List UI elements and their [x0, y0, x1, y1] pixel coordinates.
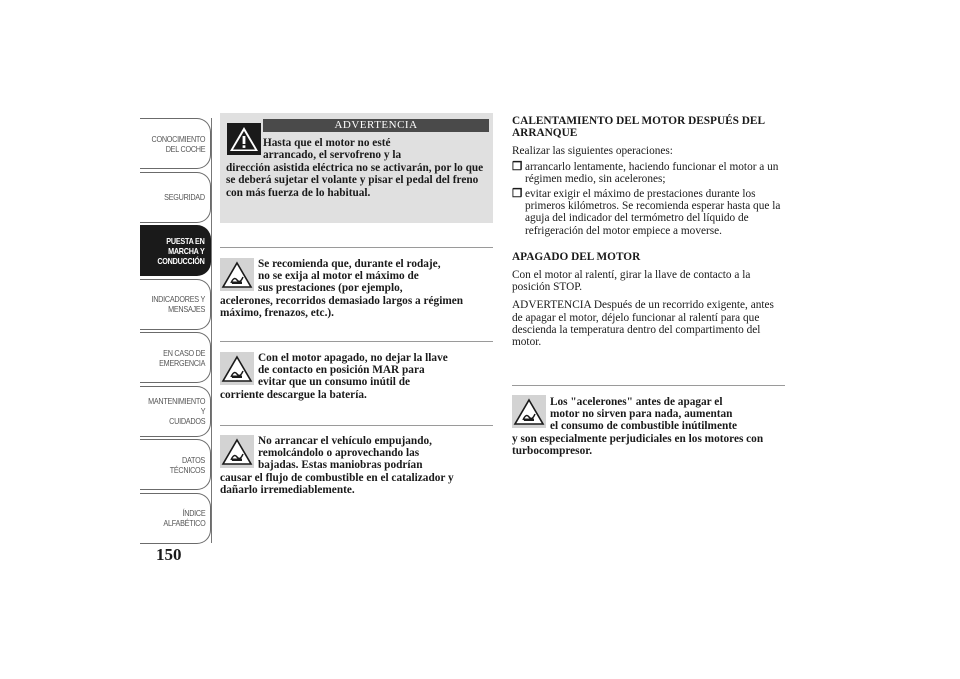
warning-line: Hasta que el motor no esté [263, 137, 391, 149]
note-rest: y son especialmente perjudiciales en los motores con turbocompresor. [512, 432, 764, 457]
separator [220, 341, 493, 342]
note-line: motor no sirven para nada, aumentan [550, 408, 733, 421]
note-line: de contacto en posición MAR para [258, 364, 425, 377]
note-line: no se exija al motor el máximo de [258, 270, 419, 283]
list-item [512, 161, 787, 185]
section-heading: CALENTAMIENTO DEL MOTOR DESPUÉS DEL ARRANQUE [512, 115, 765, 140]
tab-indicadores-y-mensajes[interactable] [140, 279, 211, 330]
tab-seguridad[interactable] [140, 172, 211, 223]
note-line: remolcándolo o aprovechando las [258, 447, 420, 460]
tab-en-caso-de-emergencia[interactable] [140, 332, 211, 383]
tab-mantenimiento-y-cuidados[interactable] [140, 386, 211, 437]
warning-text [226, 137, 490, 199]
note-text [220, 352, 494, 401]
checkbox-bullet-icon: ❒ [512, 188, 523, 201]
list-item-text: arrancarlo lentamente, haciendo funcionar el motor a un régimen medio, sin acelerones; [525, 160, 779, 185]
section-heading: APAGADO DEL MOTOR [512, 250, 641, 263]
note-line: evitar que un consumo inútil de [258, 376, 411, 389]
separator [220, 247, 493, 248]
tab-label: INDICADORES Y MENSAJES [151, 294, 205, 314]
note-line: Con el motor apagado, no dejar la llave [258, 352, 448, 364]
note-rest: causar el flujo de combustible en el catalizador y dañarlo irremediablemente. [220, 471, 454, 496]
note-line: Los "acelerones" antes de apagar el [550, 396, 723, 408]
separator [220, 425, 493, 426]
warning-title: ADVERTENCIA [263, 119, 489, 132]
tab-label: PUESTA EN MARCHA Y CONDUCCIÓN [157, 235, 205, 266]
tab-puesta-en-marcha[interactable] [140, 225, 211, 276]
tab-label: EN CASO DE EMERGENCIA [158, 347, 205, 368]
right-column [512, 115, 787, 348]
tab-label: DATOS TÉCNICOS [169, 454, 205, 475]
note-text [220, 435, 494, 496]
tab-label: CONOCIMIENTO DEL COCHE [151, 133, 205, 154]
warning-rest: dirección asistida eléctrica no se activarán, por lo que se deberá sujetar el volante y pisar el pedal del freno con más fuerza de lo habitual. [226, 161, 484, 199]
column-divider [211, 118, 212, 543]
tab-datos-tecnicos[interactable] [140, 439, 211, 490]
warning-line: arrancado, el servofreno y la [263, 149, 402, 162]
note-text [512, 396, 788, 457]
paragraph: Con el motor al ralentí, girar la llave de contacto a la posición STOP. [512, 269, 751, 294]
intro-text: Realizar las siguientes operaciones: [512, 145, 673, 158]
checkbox-bullet-icon: ❒ [512, 160, 523, 173]
note-line: No arrancar el vehículo empujando, [258, 435, 432, 447]
tab-conocimiento-del-coche[interactable] [140, 118, 211, 169]
note-line: sus prestaciones (por ejemplo, [258, 282, 403, 295]
tab-indice-alfabetico[interactable] [140, 493, 211, 544]
note-rest: acelerones, recorridos demasiado largos a régimen máximo, frenazos, etc.). [220, 294, 464, 319]
list-item [512, 188, 787, 237]
note-line: bajadas. Estas maniobras podrían [258, 459, 423, 472]
note-text [220, 258, 494, 319]
list-item-text: evitar exigir el máximo de prestaciones durante los primeros kilómetros. Se recomienda esperar hasta que la aguja del indicador del termómetro del líquido de refrigeración del motor empiece a moverse. [525, 188, 781, 237]
tab-label: MANTENIMIENTO Y CUIDADOS [147, 396, 205, 426]
tab-label: SEGURIDAD [164, 192, 205, 202]
chapter-tab-index [140, 118, 211, 546]
note-line: el consumo de combustible inútilmente [550, 420, 738, 433]
page-number: 150 [156, 545, 182, 564]
tab-label: ÍNDICE ALFABÉTICO [162, 508, 205, 528]
note-line: Se recomienda que, durante el rodaje, [258, 258, 441, 270]
note-rest: corriente descargue la batería. [220, 388, 367, 401]
paragraph: ADVERTENCIA Después de un recorrido exigente, antes de apagar el motor, déjelo funcionar al ralentí para que descienda la temperatura dentro del compartimento del motor. [512, 299, 774, 349]
separator [512, 385, 785, 386]
